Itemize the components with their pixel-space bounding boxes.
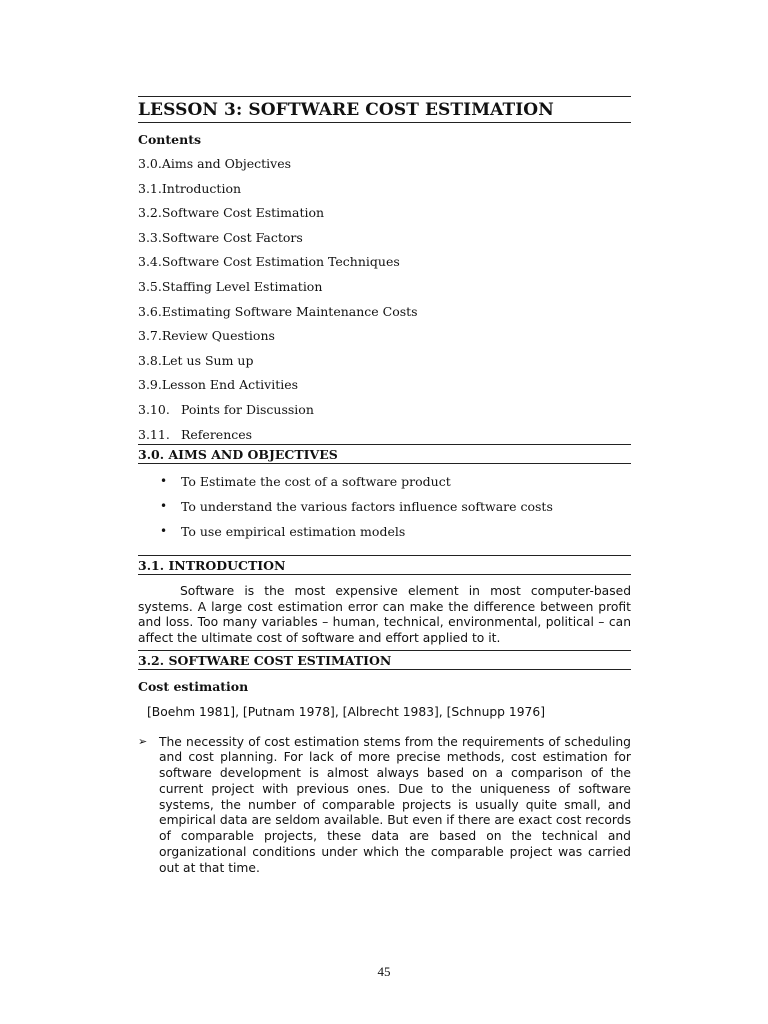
bullet-text: To Estimate the cost of a software product: [181, 474, 451, 490]
toc-item: 3.1.Introduction: [138, 180, 242, 196]
arrow-bullet-paragraph: [138, 735, 631, 877]
toc-item: 3.5.Staffing Level Estimation: [138, 278, 323, 294]
contents-heading: Contents: [138, 132, 202, 147]
section-heading-introduction: 3.1. INTRODUCTION: [138, 555, 631, 575]
bullet-item: [138, 499, 631, 524]
introduction-paragraph: [138, 584, 631, 646]
arrow-bullet-icon: ➢: [138, 734, 148, 748]
toc-item: 3.9.Lesson End Activities: [138, 377, 299, 393]
bullet-item: [138, 524, 631, 549]
bullet-icon: •: [160, 524, 168, 539]
section-heading-aims: 3.0. AIMS AND OBJECTIVES: [138, 444, 631, 464]
toc-label: References: [181, 426, 253, 442]
page-number: 45: [377, 964, 391, 979]
toc-label: Points for Discussion: [181, 401, 314, 417]
toc-item: 3.0.Aims and Objectives: [138, 156, 292, 171]
toc-item: 3.7.Review Questions: [138, 328, 275, 344]
cost-estimation-subheading: Cost estimation: [138, 678, 249, 694]
aims-bullet-list: [138, 474, 631, 549]
toc-number: 3.11.: [138, 426, 170, 442]
bullet-icon: •: [160, 499, 168, 514]
bullet-icon: •: [160, 474, 168, 489]
toc-number: 3.10.: [138, 401, 170, 417]
references-line: [Boehm 1981], [Putnam 1978], [Albrecht 1983], [Schnupp 1976]: [147, 704, 545, 719]
section-heading-cost-estimation: 3.2. SOFTWARE COST ESTIMATION: [138, 650, 631, 670]
toc-item: 3.3.Software Cost Factors: [138, 229, 303, 245]
lesson-title: LESSON 3: SOFTWARE COST ESTIMATION: [138, 96, 631, 123]
arrow-bullet-text: The necessity of cost estimation stems from the requirements of scheduling and cost planning. For lack of more precise methods, cost estimation for software development is almost always based on a comparison of the current project with previous ones. Due to the uniqueness of software systems, the number of comparable projects is usually quite small, and empirical data are seldom available. But even if there are exact cost records of comparable projects, these data are based on the technical and organizational conditions under which the comparable project was carried out at that time.: [159, 734, 631, 875]
bullet-text: To understand the various factors influence software costs: [181, 499, 553, 515]
introduction-text: Software is the most expensive element in most computer-based systems. A large cost estimation error can make the difference between profit and loss. Too many variables – human, technical, environmental, political – can affect the ultimate cost of software and effort applied to it.: [138, 584, 631, 645]
table-of-contents: [138, 156, 631, 451]
toc-item: [138, 402, 631, 427]
bullet-text: To use empirical estimation models: [181, 524, 406, 540]
toc-item: 3.2.Software Cost Estimation: [138, 205, 325, 221]
document-page: [138, 96, 631, 877]
bullet-item: [138, 474, 631, 499]
toc-item: 3.6.Estimating Software Maintenance Costs: [138, 303, 418, 319]
toc-item: 3.8.Let us Sum up: [138, 352, 254, 368]
toc-item: 3.4.Software Cost Estimation Techniques: [138, 254, 400, 270]
